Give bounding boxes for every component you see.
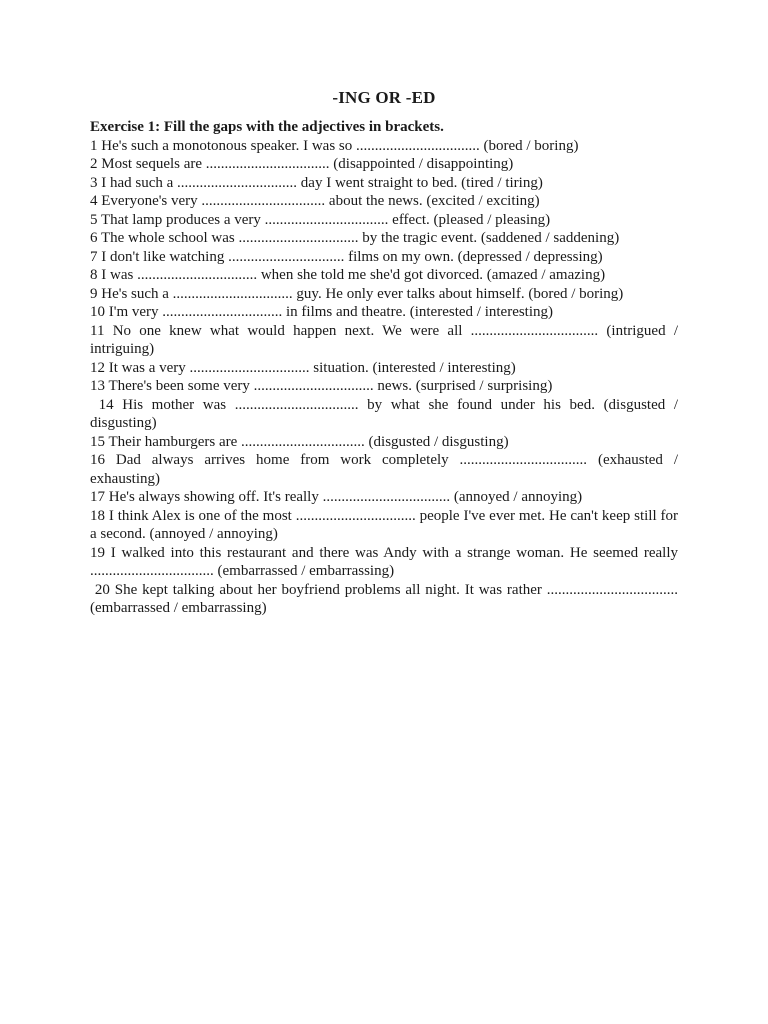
page-title: -ING OR -ED bbox=[332, 88, 436, 107]
exercise-item-19: 19 I walked into this restaurant and there was Andy with a strange woman. He seemed really ................................. (embarrassed / embarrassing) bbox=[90, 544, 682, 579]
exercise-instructions: Exercise 1: Fill the gaps with the adjectives in brackets. bbox=[90, 119, 444, 135]
exercise-item-12: 12 It was a very ................................ situation. (interested / interesting) bbox=[90, 359, 516, 376]
exercise-item-9: 9 He's such a ................................ guy. He only ever talks about himself. (bored / boring) bbox=[90, 285, 624, 302]
exercise-item-2: 2 Most sequels are ................................. (disappointed / disappointing) bbox=[90, 156, 514, 172]
exercise-item-3: 3 I had such a ................................ day I went straight to bed. (tired / tiring) bbox=[90, 174, 543, 191]
exercise-item-4: 4 Everyone's very ................................. about the news. (excited / exciting) bbox=[90, 193, 540, 209]
exercise-item-8: 8 I was ................................ when she told me she'd got divorced. (amazed / amazing) bbox=[90, 267, 606, 283]
exercise-item-5: 5 That lamp produces a very ................................. effect. (pleased / pleasing) bbox=[90, 211, 551, 228]
exercise-item-17: 17 He's always showing off. It's really .................................. (annoyed / annoying) bbox=[90, 489, 583, 505]
exercise-item-13: 13 There's been some very ................................ news. (surprised / surprising) bbox=[90, 378, 553, 394]
exercise-item-10: 10 I'm very ................................ in films and theatre. (interested / interesting) bbox=[90, 304, 554, 320]
exercise-item-11: 11 No one knew what would happen next. We were all .................................. (intrigued / intriguing) bbox=[90, 322, 682, 357]
exercise-item-18: 18 I think Alex is one of the most ................................ people I've ever met. He can't keep still for a second. (annoyed / annoying) bbox=[90, 507, 682, 542]
exercise-item-16: 16 Dad always arrives home from work completely .................................. (exhausted / exhausting) bbox=[90, 452, 682, 487]
exercise-item-6: 6 The whole school was ................................ by the tragic event. (saddened / saddening) bbox=[90, 230, 620, 246]
exercise-item-15: 15 Their hamburgers are ................................. (disgusted / disgusting) bbox=[90, 433, 509, 450]
exercise-item-20: 20 She kept talking about her boyfriend problems all night. It was rather ................................... (embarrassed / embarrassing) bbox=[90, 581, 682, 616]
exercise-item-14: 14 His mother was ................................. by what she found under his bed. (disgusted / disgusting) bbox=[90, 396, 682, 431]
exercise-item-1: 1 He's such a monotonous speaker. I was so ................................. (bored / boring) bbox=[90, 137, 579, 154]
exercise-item-7: 7 I don't like watching ............................... films on my own. (depressed / depressing) bbox=[90, 248, 603, 265]
